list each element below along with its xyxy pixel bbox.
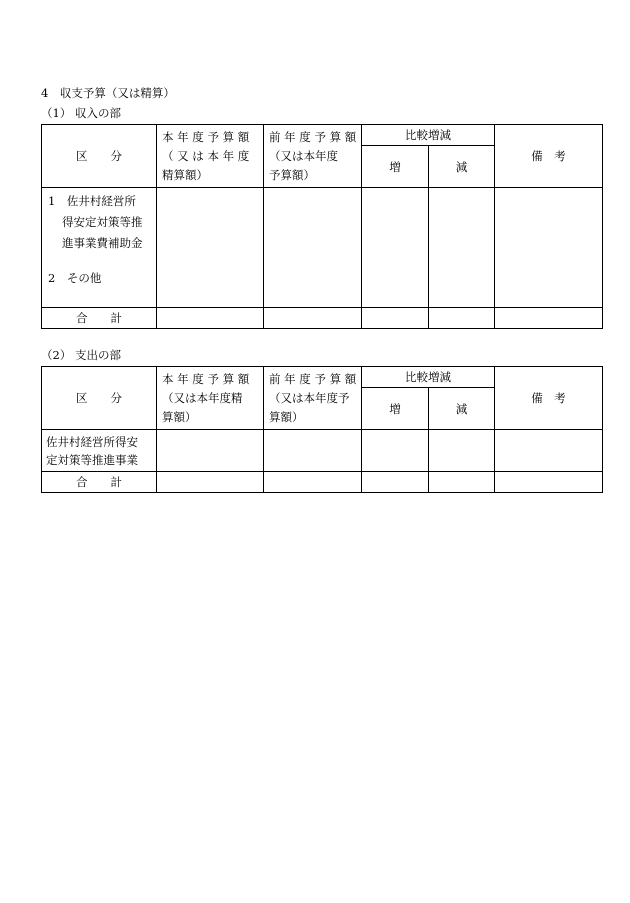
expense-previous-cell (264, 430, 362, 472)
income-total-label: 合 計 (42, 308, 157, 329)
expense-remarks-cell (495, 430, 603, 472)
income-total-current (157, 308, 264, 329)
expense-total-remarks (495, 472, 603, 493)
expense-increase-cell (362, 430, 429, 472)
income-increase-cell (362, 188, 429, 308)
header-increase: 増 (362, 388, 429, 430)
header-remarks: 備 考 (495, 367, 603, 430)
header-current-budget: 本 年 度 予 算 額 （ 又 は 本 年 度 精算額） (157, 125, 264, 188)
header-previous-budget: 前 年 度 予 算 額 （又は本年度予 算額） (264, 367, 362, 430)
expense-table (41, 366, 603, 493)
income-total-previous (264, 308, 362, 329)
income-total-increase (362, 308, 429, 329)
expense-total-decrease (429, 472, 495, 493)
income-total-decrease (429, 308, 495, 329)
income-previous-cell (264, 188, 362, 308)
header-remarks: 備 考 (495, 125, 603, 188)
header-increase: 増 (362, 146, 429, 188)
income-remarks-cell (495, 188, 603, 308)
header-decrease: 減 (429, 388, 495, 430)
income-decrease-cell (429, 188, 495, 308)
header-current-budget: 本 年 度 予 算 額 （又は本年度精 算額） (157, 367, 264, 430)
header-previous-budget: 前 年 度 予 算 額 （又は本年度 予算額） (264, 125, 362, 188)
income-table (41, 124, 603, 329)
income-items: 1 佐井村経営所 得安定対策等推 進事業費補助金 2 その他 (42, 188, 157, 308)
section-heading-budget: 4 収支予算（又は精算） (41, 86, 175, 100)
header-category: 区 分 (42, 367, 157, 430)
expense-current-cell (157, 430, 264, 472)
header-category: 区 分 (42, 125, 157, 188)
expense-total-previous (264, 472, 362, 493)
expense-decrease-cell (429, 430, 495, 472)
expense-total-current (157, 472, 264, 493)
header-comparison: 比較増減 (362, 125, 495, 146)
section-heading-expense: （2） 支出の部 (41, 348, 121, 362)
income-current-cell (157, 188, 264, 308)
expense-items: 佐井村経営所得安 定対策等推進事業 (42, 430, 157, 472)
section-heading-income: （1） 収入の部 (41, 106, 121, 120)
expense-total-increase (362, 472, 429, 493)
expense-total-label: 合 計 (42, 472, 157, 493)
header-decrease: 減 (429, 146, 495, 188)
header-comparison: 比較増減 (362, 367, 495, 388)
income-total-remarks (495, 308, 603, 329)
